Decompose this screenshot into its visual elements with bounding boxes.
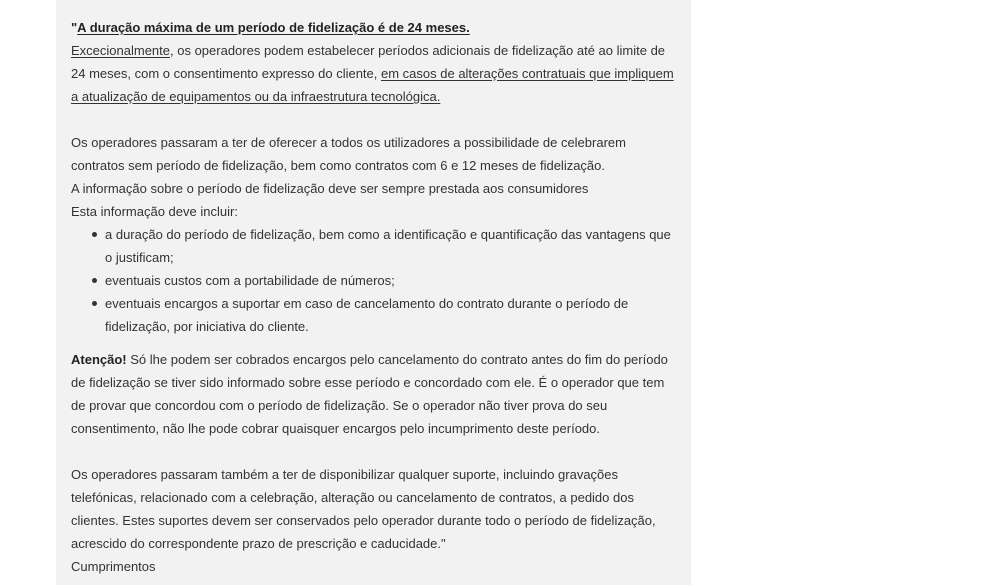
quote-open-mark: " bbox=[71, 20, 78, 35]
list-item: a duração do período de fidelização, bem como a identificação e quantificação das vantagens que o justificam; bbox=[105, 223, 676, 269]
link-alteracoes-contratuais[interactable]: em casos de alterações contratuais que impliquem a atualização de equipamentos ou da infraestrutura tecnológica. bbox=[71, 66, 674, 104]
list-item: eventuais encargos a suportar em caso de cancelamento do contrato durante o período de fidelização, por iniciativa do cliente. bbox=[105, 292, 676, 338]
link-excecionalmente[interactable]: Excecionalmente bbox=[71, 43, 170, 58]
signoff-text: Cumprimentos bbox=[71, 559, 156, 574]
paragraph-attention bbox=[71, 348, 676, 440]
list-item: eventuais custos com a portabilidade de números; bbox=[105, 269, 676, 292]
info-list bbox=[71, 223, 676, 338]
heading-text: A duração máxima de um período de fidelização é de 24 meses. bbox=[77, 20, 470, 35]
paragraph-supports: Os operadores passaram também a ter de disponibilizar qualquer suporte, incluindo gravações telefónicas, relacionado com a celebração, alteração ou cancelamento de contratos, a pedido dos clientes. Estes suportes devem ser conservados pelo operador durante todo o período de fidelização, acrescido do correspondente prazo de prescrição e caducidade." bbox=[71, 467, 656, 551]
attention-text: Só lhe podem ser cobrados encargos pelo cancelamento do contrato antes do fim do período de fidelização se tiver sido informado sobre esse período e concordado com ele. É o operador que tem de provar que concordou com o período de fidelização. Se o operador não tiver prova do seu consentimento, não lhe pode cobrar quaisquer encargos pelo incumprimento deste período. bbox=[71, 352, 668, 436]
paragraph-info-includes: Esta informação deve incluir: bbox=[71, 204, 238, 219]
quote-heading bbox=[71, 16, 676, 39]
paragraph-exceptions-text: , os operadores podem estabelecer períodos adicionais de fidelização até ao limite de 24 meses, com o consentimento expresso do cliente, bbox=[71, 43, 666, 81]
quoted-post-content bbox=[56, 0, 691, 585]
paragraph-info-provided: A informação sobre o período de fidelização deve ser sempre prestada aos consumidores bbox=[71, 181, 589, 196]
attention-label: Atenção! bbox=[71, 352, 127, 367]
paragraph-exceptions bbox=[71, 39, 676, 108]
paragraph-operators-offer: Os operadores passaram a ter de oferecer a todos os utilizadores a possibilidade de celebrarem contratos sem período de fidelização, bem como contratos com 6 e 12 meses de fidelização. bbox=[71, 135, 626, 173]
